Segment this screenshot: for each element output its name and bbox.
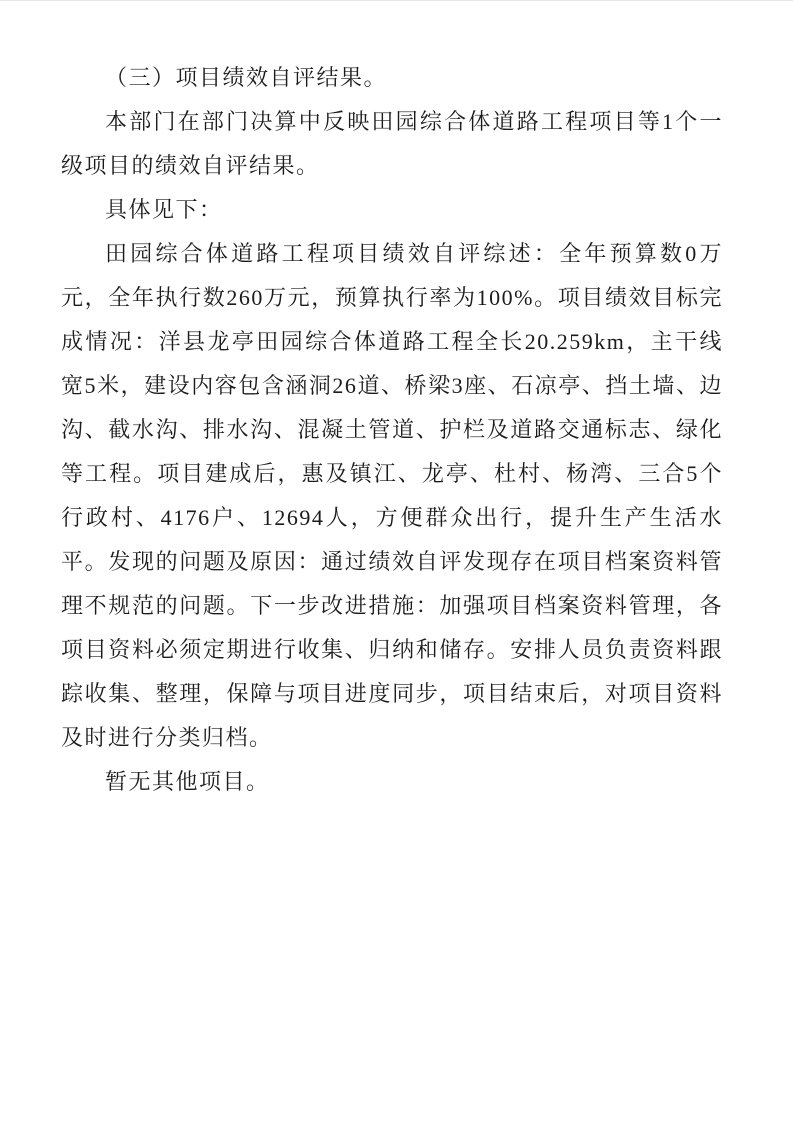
- section-heading: （三）项目绩效自评结果。: [105, 65, 388, 90]
- paragraph-self-evaluation-intro: 本部门在部门决算中反映田园综合体道路工程项目等1个一级项目的绩效自评结果。: [61, 109, 723, 178]
- paragraph-no-other-projects: 暂无其他项目。: [105, 769, 270, 794]
- paragraph-see-below: 具体见下：: [105, 197, 223, 222]
- paragraph-project-performance-detail: 田园综合体道路工程项目绩效自评综述：全年预算数0万元，全年执行数260万元，预算执行率为100%。项目绩效目标完成情况：洋县龙亭田园综合体道路工程全长20.259km，主干线宽5米，建设内容包含涵洞26道、桥梁3座、石凉亭、挡土墙、边沟、截水沟、排水沟、混凝土管道、护栏及道路交通标志、绿化等工程。项目建成后，惠及镇江、龙亭、杜村、杨湾、三合5个行政村、4176户、12694人，方便群众出行，提升生产生活水平。发现的问题及原因：通过绩效自评发现存在项目档案资料管理不规范的问题。下一步改进措施：加强项目档案资料管理，各项目资料必须定期进行收集、归纳和储存。安排人员负责资料跟踪收集、整理，保障与项目进度同步，项目结束后，对项目资料及时进行分类归档。: [61, 241, 723, 750]
- document-body: [61, 56, 723, 804]
